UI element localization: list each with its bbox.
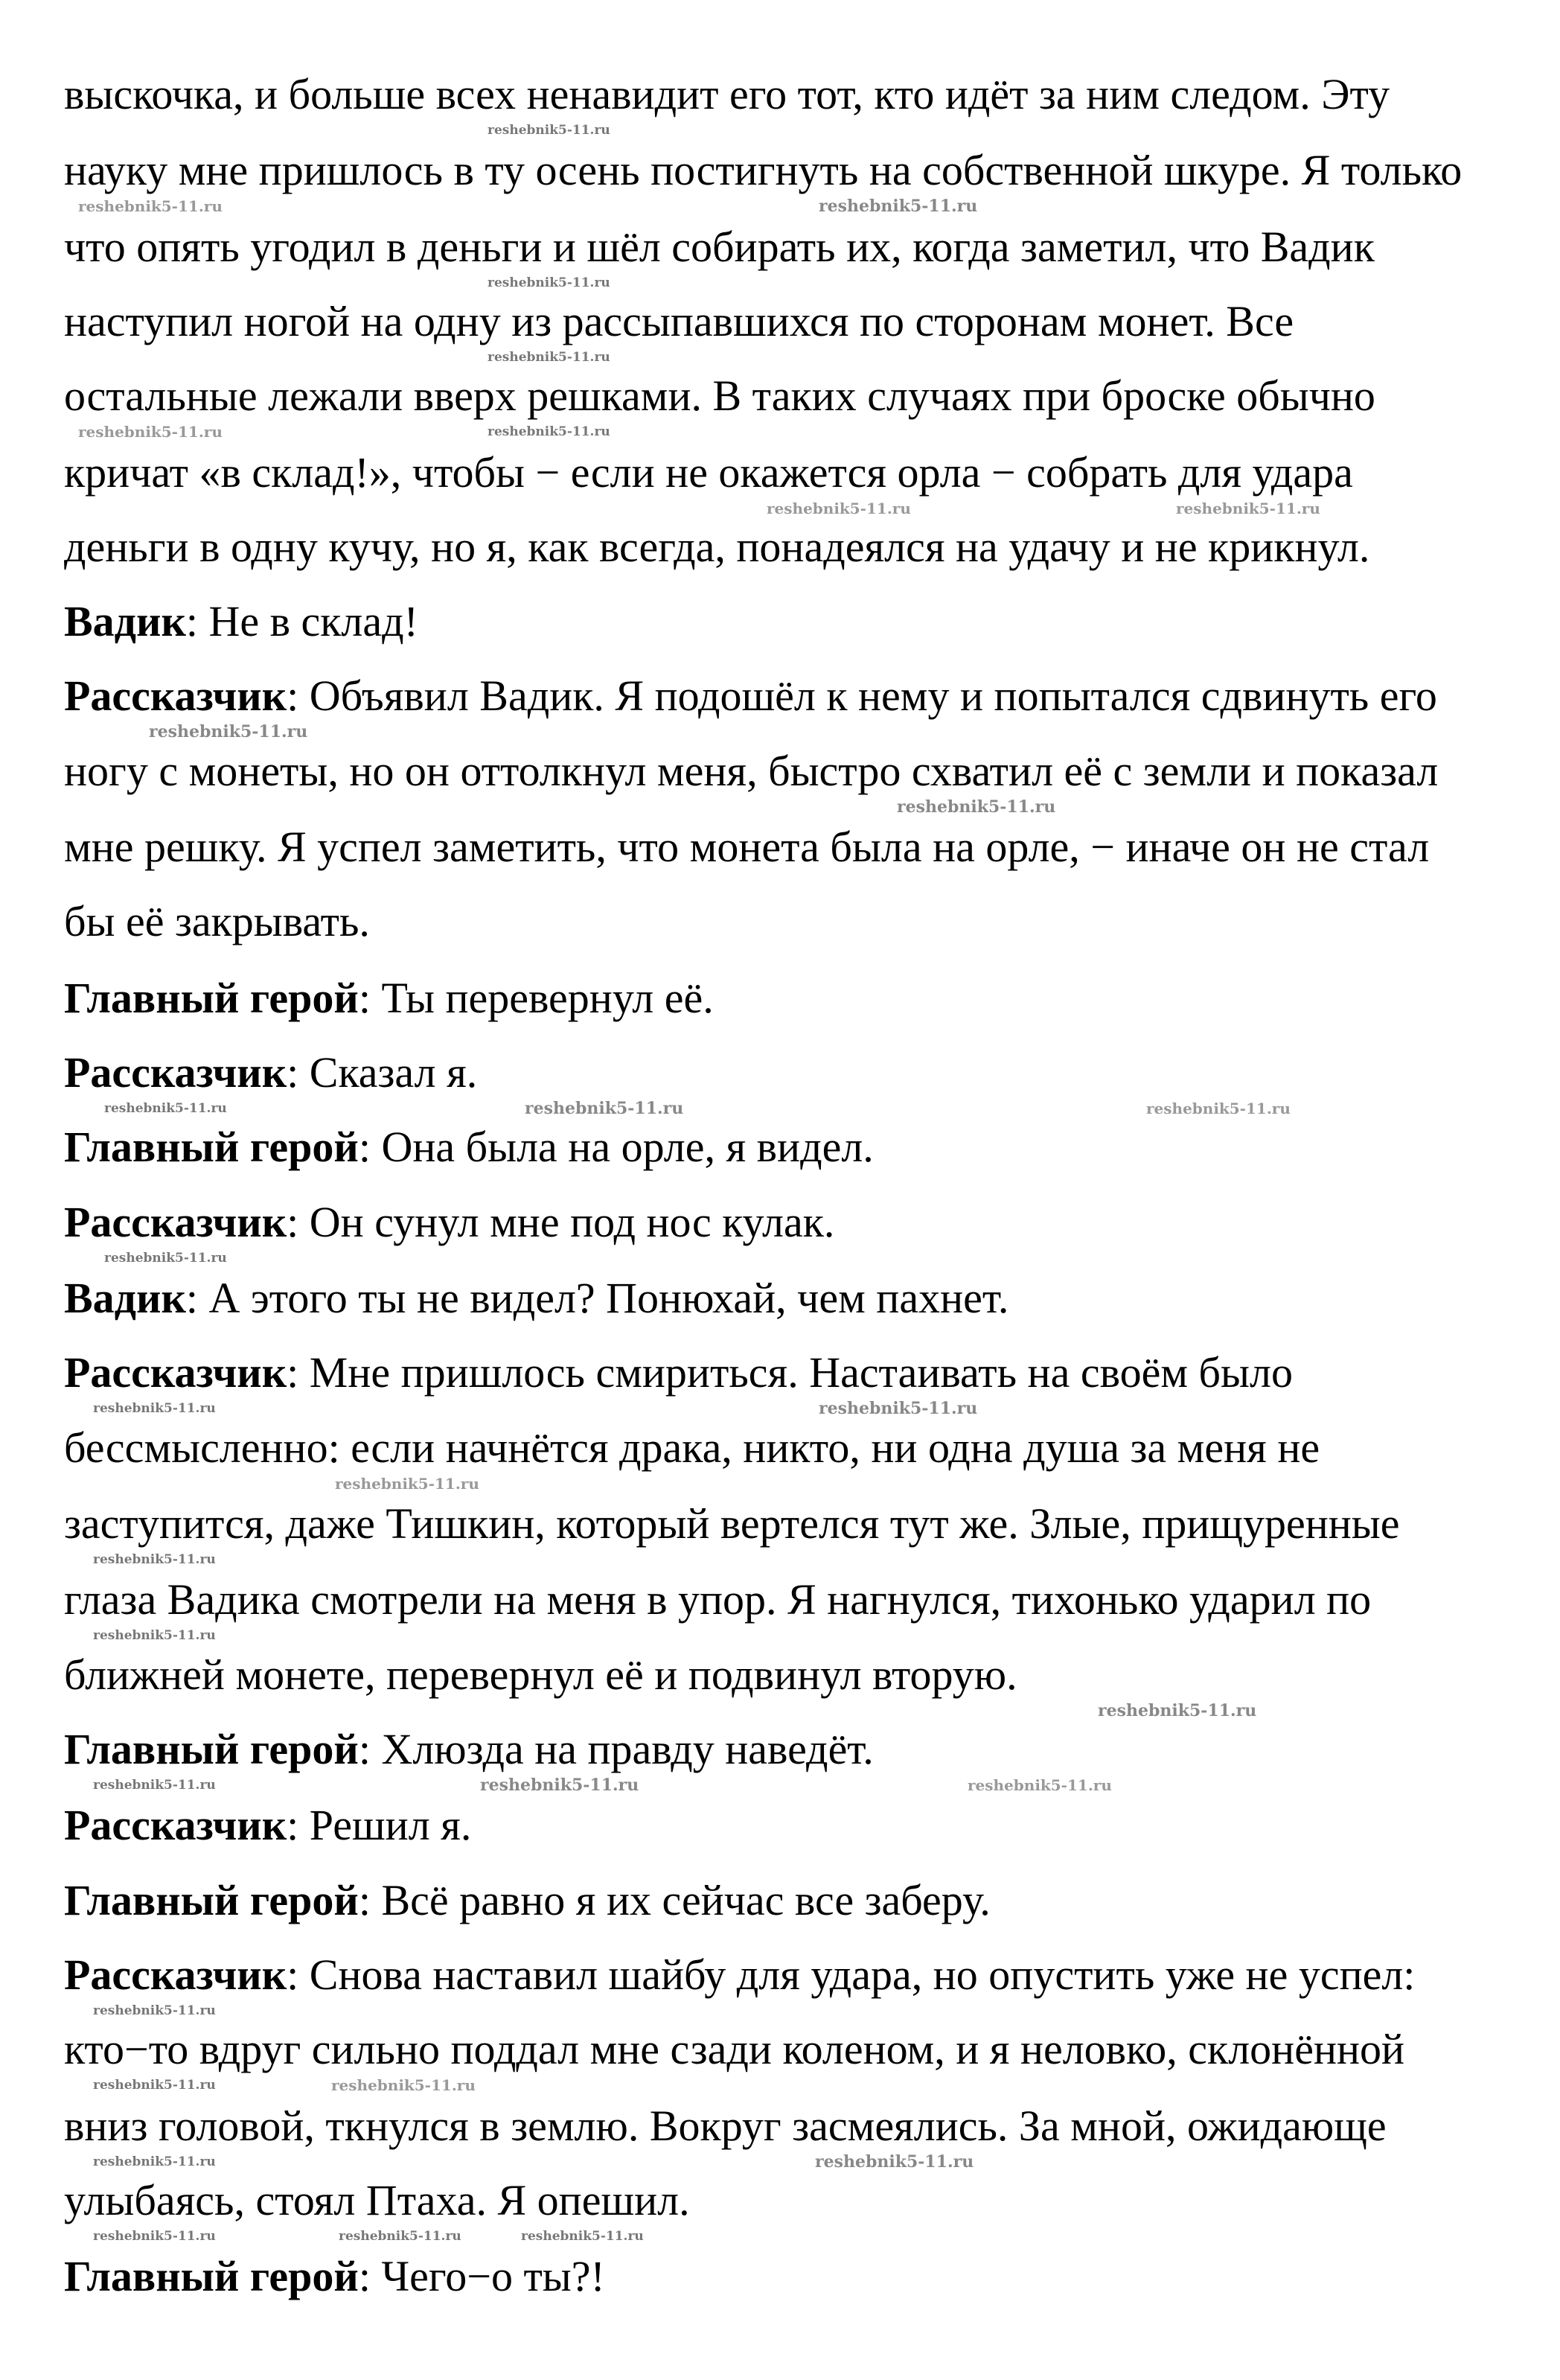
watermark: reshebnik5-11.ru [488, 424, 610, 440]
line-text: : А этого ты не видел? Понюхай, чем пахнет. [185, 1274, 1009, 1323]
line-text: что опять угодил в деньги и шёл собирать их, когда заметил, что Вадик [64, 222, 1375, 271]
watermark: reshebnik5-11.ru [480, 1775, 639, 1795]
watermark: reshebnik5-11.ru [1098, 1700, 1257, 1720]
text-line [64, 2177, 690, 2224]
dialogue-line [64, 1877, 991, 1924]
line-text: деньги в одну кучу, но я, как всегда, понадеялся на удачу и не крикнул. [64, 522, 1370, 571]
text-line [64, 71, 1390, 118]
speaker-name: Главный герой [64, 973, 359, 1022]
text-line [64, 223, 1375, 271]
line-text: бессмысленно: если начнётся драка, никто, ни одна душа за меня не [64, 1423, 1320, 1472]
text-line [64, 147, 1462, 194]
speaker-name: Рассказчик [64, 1197, 287, 1246]
line-text: : Хлюзда на правду наведёт. [358, 1724, 874, 1773]
watermark: reshebnik5-11.ru [488, 275, 610, 290]
text-line [64, 1424, 1320, 1472]
dialogue-line [64, 1726, 874, 1773]
line-text: : Он сунул мне под нос кулак. [287, 1197, 835, 1246]
watermark: reshebnik5-11.ru [488, 122, 610, 138]
watermark: reshebnik5-11.ru [78, 423, 223, 441]
line-text: : Всё равно я их сейчас все заберу. [358, 1875, 991, 1924]
text-line [64, 747, 1438, 795]
dialogue-line [64, 1274, 1008, 1322]
watermark: reshebnik5-11.ru [521, 2228, 644, 2244]
watermark: reshebnik5-11.ru [815, 2151, 974, 2172]
speaker-name: Вадик [64, 1274, 186, 1323]
dialogue-line [64, 1349, 1293, 1397]
text-line [64, 898, 370, 945]
dialogue-line [64, 1123, 874, 1171]
dialogue-line [64, 598, 418, 645]
line-text: ближней монете, перевернул её и подвинул вторую. [64, 1650, 1017, 1699]
text-line [64, 523, 1369, 571]
dialogue-line [64, 1802, 471, 1849]
watermark: reshebnik5-11.ru [93, 1401, 216, 1417]
text-line [64, 449, 1353, 497]
watermark: reshebnik5-11.ru [1146, 1100, 1291, 1118]
watermark: reshebnik5-11.ru [767, 499, 911, 517]
watermark: reshebnik5-11.ru [525, 1099, 684, 1119]
watermark: reshebnik5-11.ru [78, 197, 223, 216]
watermark: reshebnik5-11.ru [93, 1628, 216, 1644]
line-text: : Объявил Вадик. Я подошёл к нему и попытался сдвинуть его [287, 671, 1437, 721]
text-line [64, 372, 1375, 420]
text-line [64, 1651, 1017, 1699]
watermark: reshebnik5-11.ru [819, 1399, 978, 1419]
text-line [64, 298, 1294, 345]
speaker-name: Главный герой [64, 2252, 359, 2301]
watermark: reshebnik5-11.ru [819, 197, 978, 217]
speaker-name: Главный герой [64, 1123, 359, 1172]
line-text: ногу с монеты, но он оттолкнул меня, быстро схватил её с земли и показал [64, 746, 1439, 795]
speaker-name: Рассказчик [64, 1950, 287, 1999]
text-line [64, 1500, 1400, 1548]
line-text: улыбаясь, стоял Птаха. Я опешил. [64, 2175, 690, 2224]
speaker-name: Рассказчик [64, 1048, 287, 1097]
watermark: reshebnik5-11.ru [93, 2154, 216, 2169]
watermark: reshebnik5-11.ru [93, 2003, 216, 2018]
watermark: reshebnik5-11.ru [149, 722, 308, 742]
dialogue-line [64, 1199, 834, 1246]
watermark: reshebnik5-11.ru [93, 2078, 216, 2093]
watermark: reshebnik5-11.ru [93, 1777, 216, 1793]
line-text: : Ты перевернул её. [358, 973, 714, 1022]
watermark: reshebnik5-11.ru [93, 2228, 216, 2244]
watermark: reshebnik5-11.ru [488, 349, 610, 365]
line-text: : Решил я. [287, 1801, 472, 1850]
text-line [64, 1576, 1371, 1624]
text-line [64, 823, 1429, 871]
speaker-name: Главный герой [64, 1875, 359, 1924]
dialogue-line [64, 974, 714, 1022]
speaker-name: Главный герой [64, 1724, 359, 1773]
line-text: : Чего−о ты?! [358, 2252, 605, 2301]
line-text: : Она была на орле, я видел. [358, 1123, 874, 1172]
watermark: reshebnik5-11.ru [104, 1101, 227, 1117]
dialogue-line [64, 2253, 605, 2300]
line-text: : Сказал я. [287, 1048, 478, 1097]
speaker-name: Рассказчик [64, 1348, 287, 1397]
line-text: бы её закрывать. [64, 897, 370, 946]
text-line [64, 2102, 1387, 2150]
speaker-name: Рассказчик [64, 671, 287, 721]
speaker-name: Вадик [64, 597, 186, 646]
watermark: reshebnik5-11.ru [331, 2076, 476, 2095]
watermark: reshebnik5-11.ru [104, 1250, 227, 1266]
line-text: заступится, даже Тишкин, который вертелся тут же. Злые, прищуренные [64, 1499, 1400, 1548]
line-text: науку мне пришлось в ту осень постигнуть на собственной шкуре. Я только [64, 146, 1462, 195]
watermark: reshebnik5-11.ru [339, 2228, 461, 2244]
dialogue-line [64, 672, 1437, 720]
watermark: reshebnik5-11.ru [93, 1552, 216, 1567]
line-text: : Мне пришлось смириться. Настаивать на своём было [287, 1348, 1293, 1397]
line-text: кто−то вдруг сильно поддал мне сзади коленом, и я неловко, склонённой [64, 2025, 1405, 2074]
watermark: reshebnik5-11.ru [335, 1474, 479, 1493]
dialogue-line [64, 1951, 1415, 1999]
text-line [64, 2026, 1404, 2073]
line-text: кричат «в склад!», чтобы − если не окажется орла − собрать для удара [64, 447, 1353, 497]
dialogue-line [64, 1049, 477, 1097]
line-text: остальные лежали вверх решками. В таких случаях при броске обычно [64, 371, 1375, 421]
watermark: reshebnik5-11.ru [968, 1776, 1112, 1794]
line-text: : Не в склад! [185, 597, 418, 646]
line-text: наступил ногой на одну из рассыпавшихся по сторонам монет. Все [64, 296, 1294, 345]
line-text: выскочка, и больше всех ненавидит его тот, кто идёт за ним следом. Эту [64, 69, 1390, 118]
line-text: вниз головой, ткнулся в землю. Вокруг засмеялись. За мной, ожидающе [64, 2101, 1387, 2150]
line-text: : Снова наставил шайбу для удара, но опустить уже не успел: [287, 1950, 1416, 1999]
speaker-name: Рассказчик [64, 1801, 287, 1850]
line-text: мне решку. Я успел заметить, что монета была на орле, − иначе он не стал [64, 823, 1430, 872]
line-text: глаза Вадика смотрели на меня в упор. Я нагнулся, тихонько ударил по [64, 1575, 1372, 1624]
watermark: reshebnik5-11.ru [1176, 499, 1320, 517]
watermark: reshebnik5-11.ru [897, 797, 1056, 817]
